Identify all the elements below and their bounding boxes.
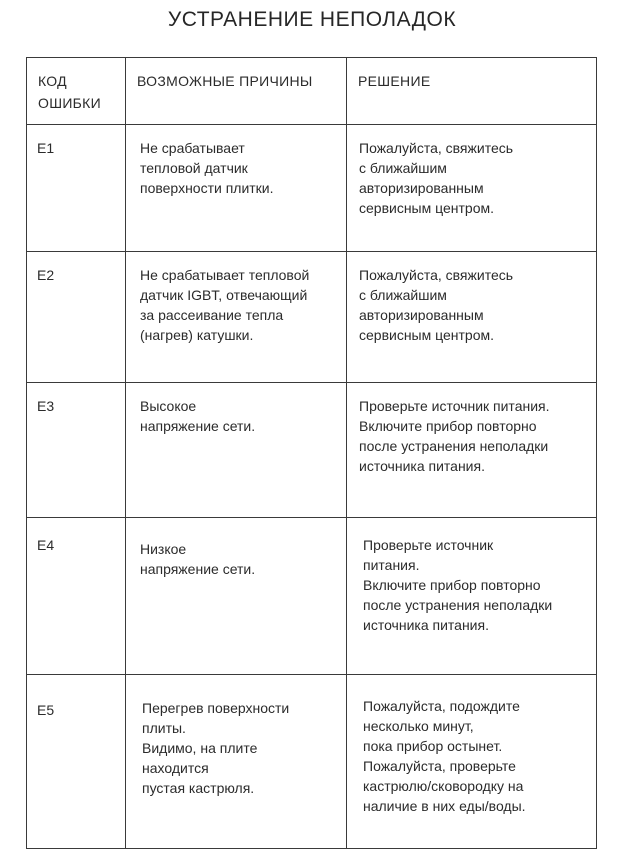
header-error-code: КОД ОШИБКИ bbox=[27, 58, 126, 125]
cause-cell: Высокое напряжение сети. bbox=[126, 383, 347, 518]
solution-cell: Проверьте источник питания. Включите прибор повторно после устранения неполадки источника питания. bbox=[347, 383, 597, 518]
solution-cell: Пожалуйста, свяжитесь с ближайшим авторизированным сервисным центром. bbox=[347, 125, 597, 252]
table-row bbox=[27, 675, 597, 849]
table-row bbox=[27, 383, 597, 518]
header-solution: РЕШЕНИЕ bbox=[347, 58, 597, 125]
table-row bbox=[27, 125, 597, 252]
header-possible-causes: ВОЗМОЖНЫЕ ПРИЧИНЫ bbox=[126, 58, 347, 125]
table-row bbox=[27, 518, 597, 675]
solution-cell: Пожалуйста, свяжитесь с ближайшим авторизированным сервисным центром. bbox=[347, 252, 597, 383]
page-title: УСТРАНЕНИЕ НЕПОЛАДОК bbox=[167, 8, 457, 31]
error-code-cell: E1 bbox=[27, 125, 126, 252]
error-code-cell: E5 bbox=[27, 675, 126, 849]
troubleshooting-table bbox=[26, 57, 597, 849]
table-header-row bbox=[27, 58, 597, 125]
solution-cell: Пожалуйста, подождите несколько минут, пока прибор остынет. Пожалуйста, проверьте кастрюлю/сковородку на наличие в них еды/воды. bbox=[347, 675, 597, 849]
solution-cell: Проверьте источник питания. Включите прибор повторно после устранения неполадки источника питания. bbox=[347, 518, 597, 675]
cause-cell: Низкое напряжение сети. bbox=[126, 518, 347, 675]
error-code-cell: E2 bbox=[27, 252, 126, 383]
error-code-cell: E3 bbox=[27, 383, 126, 518]
table-row bbox=[27, 252, 597, 383]
cause-cell: Не срабатывает тепловой датчик поверхности плитки. bbox=[126, 125, 347, 252]
error-code-cell: E4 bbox=[27, 518, 126, 675]
cause-cell: Перегрев поверхности плиты. Видимо, на плите находится пустая кастрюля. bbox=[126, 675, 347, 849]
cause-cell: Не срабатывает тепловой датчик IGBT, отвечающий за рассеивание тепла (нагрев) катушки. bbox=[126, 252, 347, 383]
